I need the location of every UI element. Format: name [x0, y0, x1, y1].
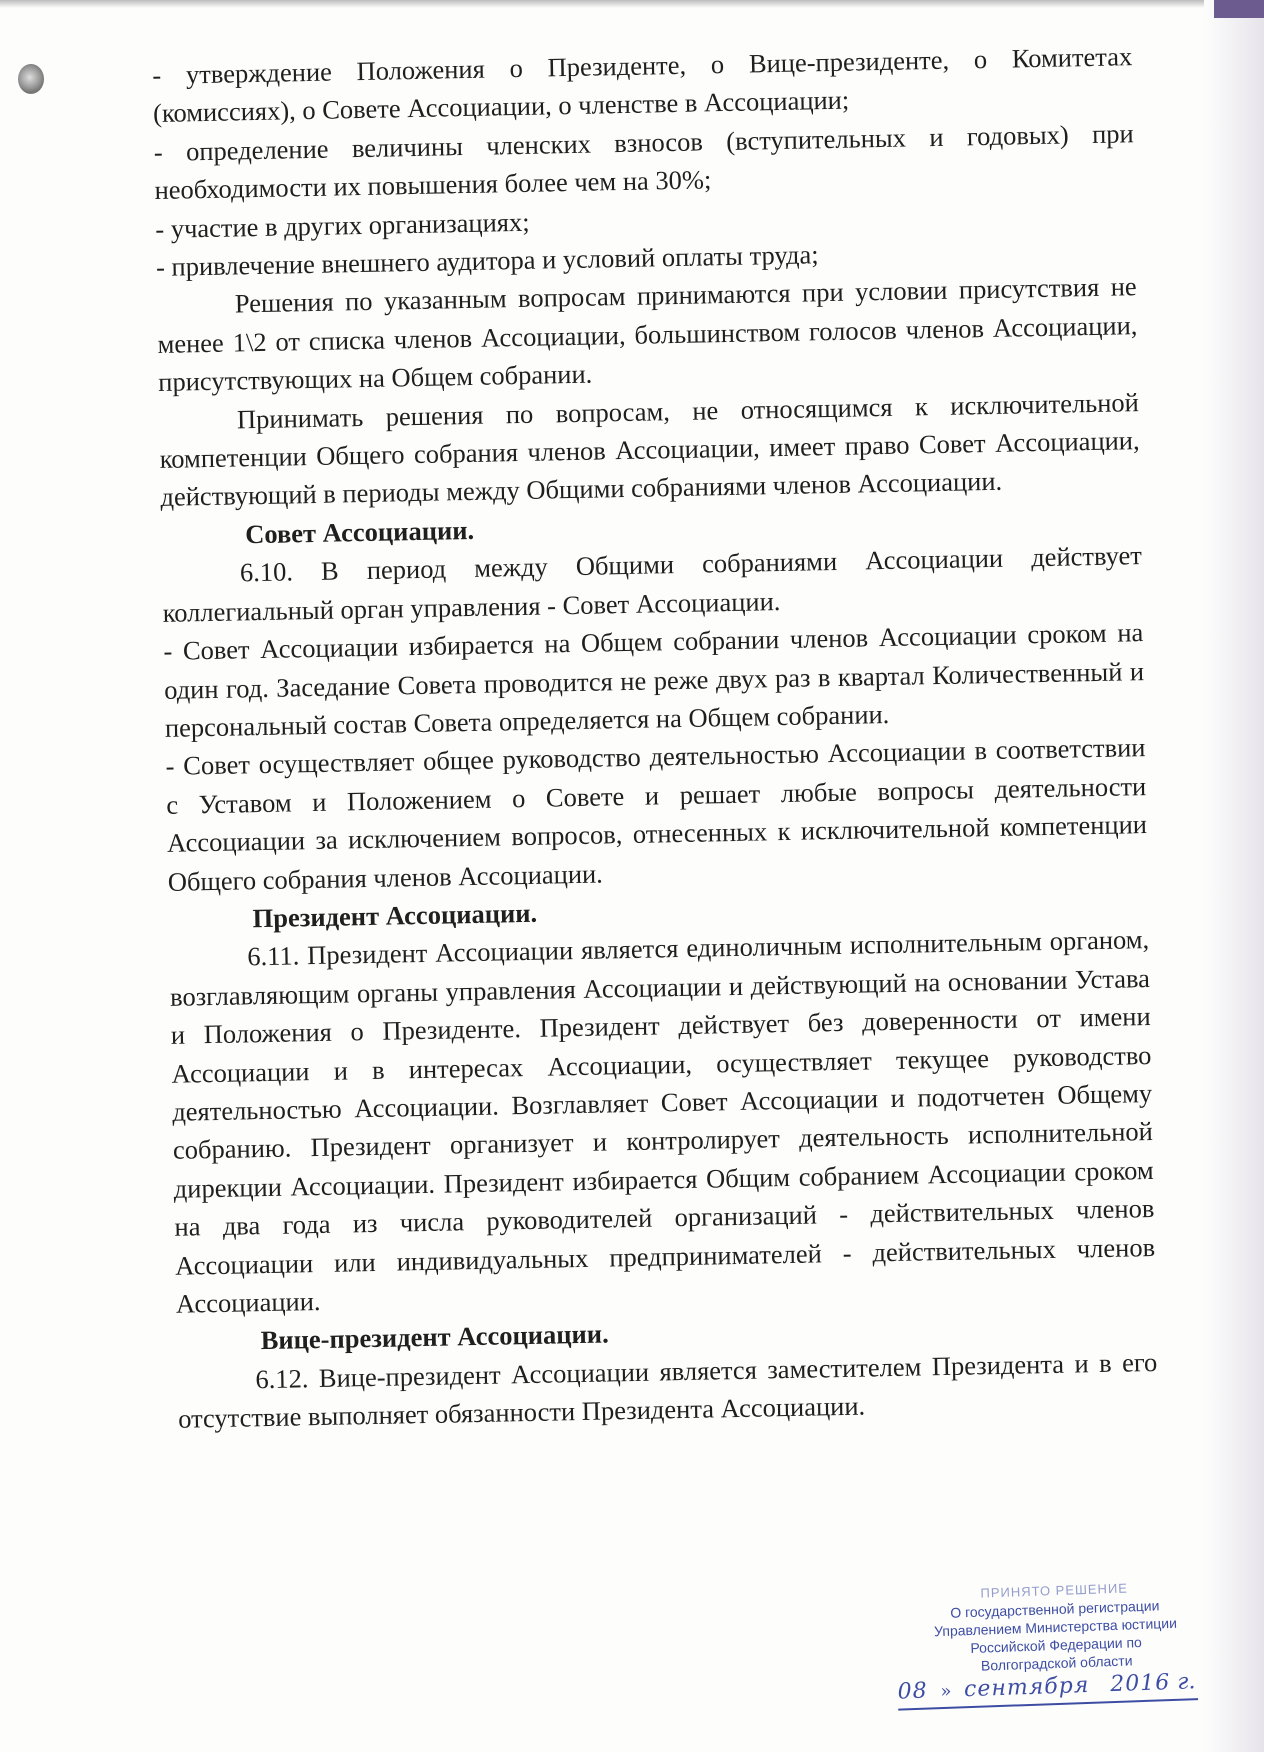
stamp-date-suffix: г.	[1176, 1669, 1196, 1695]
paragraph-item-participation: - участие в других организациях;	[155, 206, 530, 244]
paragraph-council-competence: Принимать решения по вопросам, не относящимся к исключительной компетенции Общего собрания членов Ассоциации, имеет право Совет Ассоциации, действующий в периоды между Общими собраниями членов Ассоциации.	[159, 386, 1140, 513]
paragraph-item-fees: - определение величины членских взносов (вступительных и годовых) при необходимости их повышения более чем на 30%;	[153, 117, 1134, 206]
registration-stamp	[884, 1576, 1229, 1738]
stamp-date: 08 » сентября 2016 г.	[897, 1669, 1198, 1710]
paragraph-item-approval: - утверждение Положения о Президенте, о Вице-президенте, о Комитетах (комиссиях), о Совете Ассоциации, о членстве в Ассоциации;	[152, 41, 1133, 129]
scan-right-edge	[1204, 0, 1264, 1752]
stamp-date-month: сентября	[963, 1672, 1090, 1703]
staple-hole	[18, 64, 44, 94]
paragraph-item-auditor: - привлечение внешнего аудитора и условий оплаты труда;	[155, 239, 819, 282]
scan-top-edge	[0, 0, 1264, 8]
stamp-date-day: 08	[897, 1678, 929, 1705]
heading-council: Совет Ассоциации.	[244, 514, 475, 550]
paragraph-6-10: 6.10. В период между Общими собраниями Ассоциации действует коллегиальный орган управления - Совет Ассоциации.	[162, 540, 1143, 628]
stamp-line: О государственной регистрации	[949, 1597, 1160, 1621]
heading-vice-president: Вице-президент Ассоциации.	[260, 1318, 609, 1356]
document-body	[152, 37, 1158, 1438]
heading-president: Президент Ассоциации.	[252, 897, 538, 934]
stamp-line: Волгоградской области	[980, 1652, 1133, 1674]
paragraph-decisions-quorum: Решения по указанным вопросам принимаются при условии присутствия не менее 1\2 от списка членов Ассоциации, большинством голосов членов Ассоциации, присутствующих на Общем собрании.	[157, 271, 1138, 398]
stamp-line: Управлением Министерства юстиции	[933, 1614, 1178, 1640]
paragraph-council-election: - Совет Ассоциации избирается на Общем собрании членов Ассоциации сроком на один год. Заседание Совета проводится не реже двух раз в квартал Количественный и персональный состав Совета определяется на Общем собрании.	[163, 617, 1145, 743]
stamp-top-line: ПРИНЯТО РЕШЕНИЕ	[980, 1580, 1129, 1601]
stamp-line: Российской Федерации по	[970, 1634, 1143, 1657]
scan-corner-mark	[1214, 0, 1264, 18]
paragraph-council-management: - Совет осуществляет общее руководство деятельностью Ассоциации в соответствии с Уставом и Положением о Совете и решает любые вопросы деятельности Ассоциации за исключением вопросов, отнесенных к исключительной компетенции Общего собрания членов Ассоциации.	[165, 732, 1148, 897]
stamp-date-year: 2016	[1109, 1670, 1171, 1698]
paragraph-6-11: 6.11. Президент Ассоциации является единоличным исполнительным органом, возглавляющим органы управления Ассоциации и действующий на основании Устава и Положения о Президенте. Президент действует без доверенности от имени Ассоциации и в интересах Ассоциации, осуществляет текущее руководство деятельностью Ассоциации. Возглавляет Совет Ассоциации и подотчетен Общему собранию. Президент организует и контролирует деятельность исполнительной дирекции Ассоциации. Президент избирается Общим собранием Ассоциации сроком на два года из числа руководителей организаций - действительных членов Ассоциации или индивидуальных предпринимателей - действительных членов Ассоциации.	[169, 924, 1156, 1319]
paragraph-6-12: 6.12. Вице-президент Ассоциации является заместителем Президента и в его отсутствие выполняет обязанности Президента Ассоциации.	[177, 1346, 1158, 1434]
